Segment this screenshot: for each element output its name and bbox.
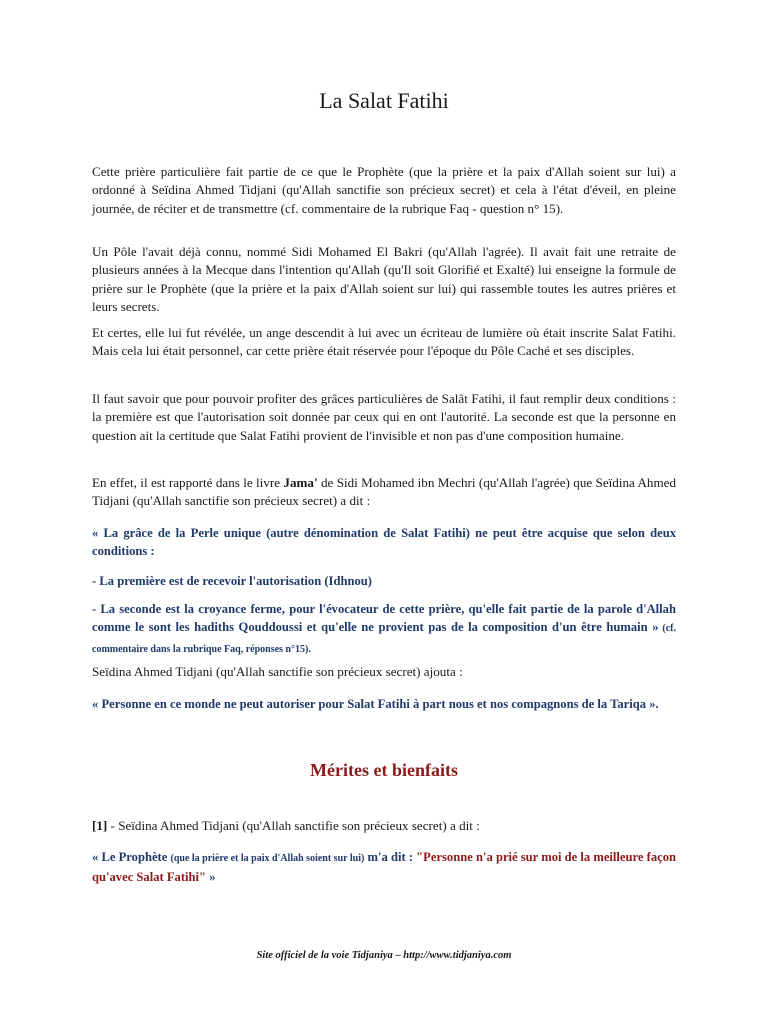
merit-1-number: [1]: [92, 818, 108, 833]
quote-5-close: »: [206, 870, 216, 885]
quote-2: - La première est de recevoir l'autorisation (Idhnou): [92, 574, 372, 588]
merit-1: [92, 817, 676, 835]
paragraph-4-text: Il faut savoir que pour pouvoir profiter des grâces particulières de Salât Fatihi, il faut remplir deux conditions : la première est que l'autorisation soit donnée par ceux qui en ont l'autorité. La seconde est que la personne en question ait la certitude que Salat Fatihi provient de l'invisible et non pas d'une composition humaine.: [92, 391, 676, 443]
quote-5-prophet-words: "Personne n'a prié sur moi de la meilleure façon qu'avec Salat Fatihi": [92, 850, 677, 885]
footer-site-link[interactable]: Site officiel de la voie Tidjaniya – http://www.tidjaniya.com: [256, 950, 512, 961]
book-title-jama: Jama': [283, 475, 318, 490]
paragraph-1: Cette prière particulière fait partie de ce que le Prophète (que la prière et la paix d'Allah soient sur lui) a ordonné à Seïdina Ahmed Tidjani (qu'Allah sanctifie son précieux secret) et cela à l'état d'éveil, en pleine journée, de réciter et de transmettre (cf. commentaire de la rubrique Faq - question n° 15).: [92, 164, 676, 216]
quote-5-said: m'a dit :: [364, 850, 417, 864]
paragraph-5-text-b: de Sidi Mohamed ibn Mechri (qu'Allah l'agrée) que Seïdina Ahmed Tidjani (qu'Allah sanctifie son précieux secret) a dit :: [92, 475, 677, 509]
paragraph-6: Seïdina Ahmed Tidjani (qu'Allah sanctifie son précieux secret) ajouta :: [92, 664, 463, 679]
quote-5-open: « Le Prophète: [92, 850, 171, 864]
paragraph-5-text-a: En effet, il est rapporté dans le livre: [92, 475, 284, 490]
section-heading: Mérites et bienfaits: [310, 760, 458, 780]
merit-1-text: - Seïdina Ahmed Tidjani (qu'Allah sanctifie son précieux secret) a dit :: [107, 818, 480, 833]
page-title: La Salat Fatihi: [319, 88, 449, 113]
quote-3: [92, 600, 676, 659]
quote-3-reference: (cf. commentaire dans la rubrique Faq, réponses n°15).: [92, 623, 676, 655]
paragraph-5: [92, 474, 676, 511]
quote-5: [92, 848, 676, 887]
quote-4: « Personne en ce monde ne peut autoriser pour Salat Fatihi à part nous et nos compagnons de la Tariqa ».: [92, 697, 659, 711]
paragraph-3: Et certes, elle lui fut révélée, un ange descendit à lui avec un écriteau de lumière où était inscrite Salat Fatihi. Mais cela lui était personnel, car cette prière était réservée pour l'époque du Pôle Caché et ses disciples.: [92, 325, 676, 359]
quote-1: « La grâce de la Perle unique (autre dénomination de Salat Fatihi) ne peut être acquise que selon deux conditions :: [92, 526, 676, 559]
quote-5-blessing: (que la prière et la paix d'Allah soient sur lui): [170, 853, 365, 864]
quote-3-text: - La seconde est la croyance ferme, pour l'évocateur de cette prière, qu'elle fait partie de la parole d'Allah comme le sont les hadiths Qouddoussi et qu'elle ne provient pas de la composition d'un être humain »: [92, 602, 676, 635]
paragraph-4: [92, 390, 676, 445]
paragraph-2: Un Pôle l'avait déjà connu, nommé Sidi Mohamed El Bakri (qu'Allah l'agrée). Il avait fait une retraite de plusieurs années à la Mecque dans l'intention qu'Allah (qu'Il soit Glorifié et Exalté) lui enseigne la formule de prière sur le Prophète (que la prière et la paix d'Allah soient sur lui) qui rassemble toutes les autres prières et leurs secrets.: [92, 244, 676, 315]
